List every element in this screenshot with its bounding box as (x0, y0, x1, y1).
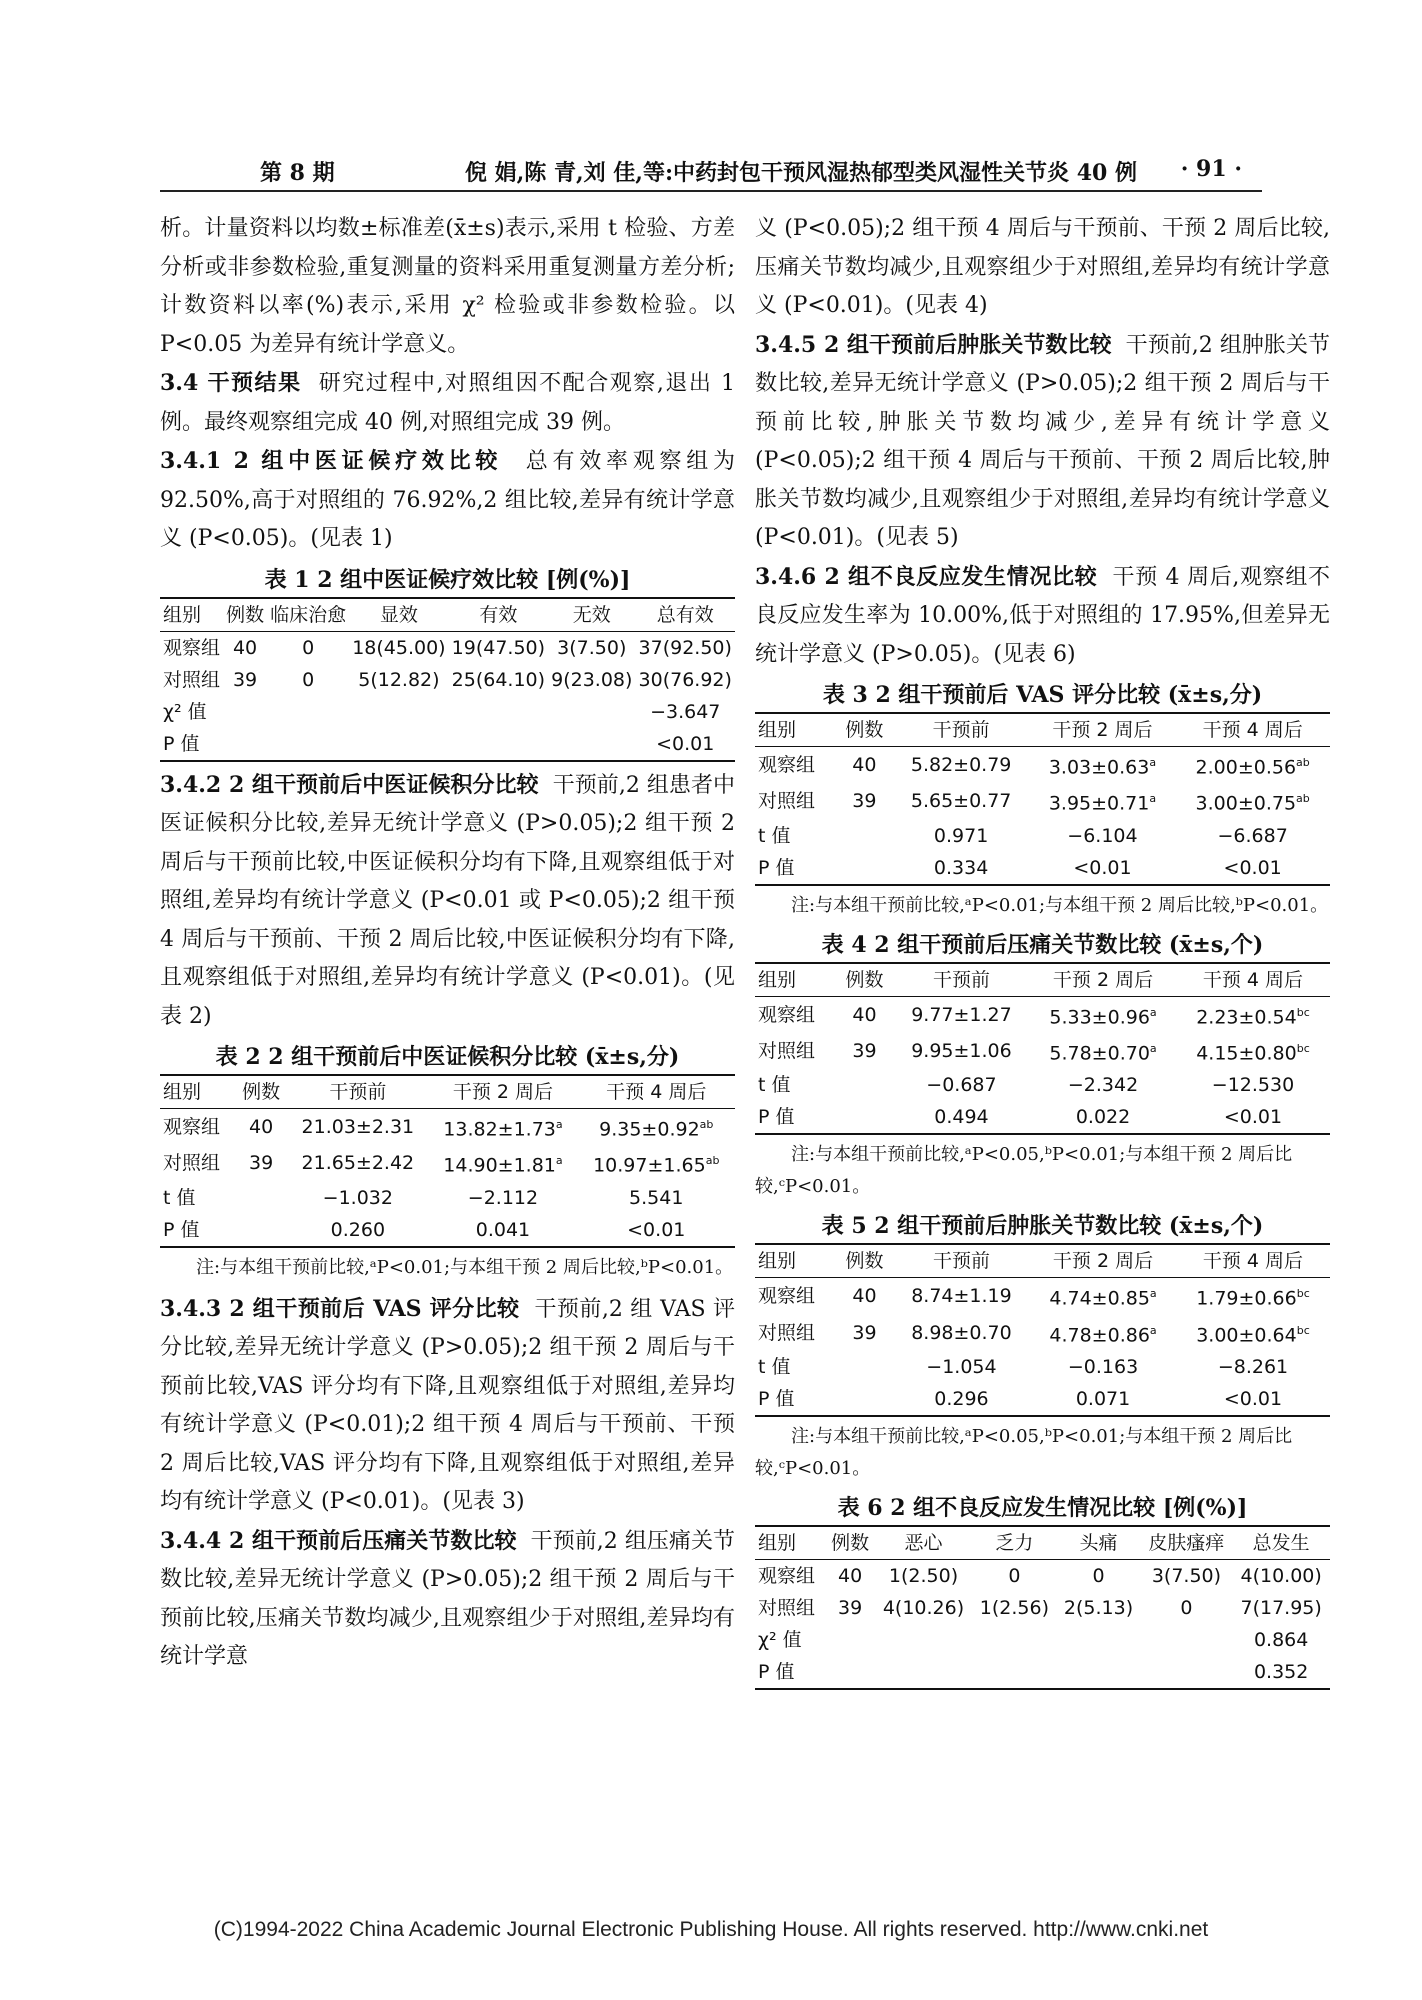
section-3-4-3-text: 干预前,2 组 VAS 评分比较,差异无统计学意义 (P>0.05);2 组干预 2 周后与干预前比较,VAS 评分均有下降,且观察组低于对照组,差异均有统计学意义 (P<0.01);2 组干预 4 周后与干预前、干预 2 周后比较,VAS 评分均有下降,且观察组低于对照组,差异均有统计学意义 (P<0.01)。(见表 3) (160, 1296, 735, 1515)
table-cell: P 值 (758, 1660, 795, 1683)
table-cell: 19(47.50) (451, 636, 546, 659)
table-cell: <0.01 (656, 732, 715, 755)
table4-header-row (755, 963, 1330, 997)
table-cell: −1.032 (322, 1186, 393, 1209)
left-column (160, 210, 735, 1677)
table-cell (1175, 783, 1330, 819)
table-cell: 0.494 (934, 1106, 989, 1129)
table5-t-row (755, 1351, 1330, 1383)
table-cell (1176, 1033, 1330, 1069)
right-column (755, 210, 1330, 1694)
table6-col-header: 恶心 (875, 1526, 973, 1560)
table-cell: 9.77±1.27 (911, 1003, 1012, 1026)
table2-col-header: 干预 2 周后 (428, 1075, 577, 1109)
table-cell: P 值 (163, 1218, 200, 1241)
table3-note: 注:与本组干预前比较,ᵃP<0.01;与本组干预 2 周后比较,ᵇP<0.01。 (791, 894, 1329, 916)
table-cell (1176, 1278, 1330, 1315)
table-cell (1176, 1315, 1330, 1351)
table-cell (1030, 996, 1176, 1033)
section-3-4-1-text: 总有效率观察组为 92.50%,高于对照组的 76.92%,2 组比较,差异有统计学意义 (P<0.05)。(见表 1) (160, 449, 735, 551)
table-cell: 0 (302, 636, 315, 659)
table-cell: 39 (852, 790, 877, 813)
table6-title: 表 6 2 组不良反应发生情况比较 [例(%)] (837, 1494, 1248, 1521)
table-cell: 1(2.56) (979, 1596, 1049, 1619)
cell-superscript: ab (705, 1154, 720, 1168)
table-cell: 0 (302, 668, 315, 691)
table-cell: 30(76.92) (638, 668, 732, 691)
table-cell: 对照组 (758, 1321, 816, 1344)
table5-col-header: 组别 (755, 1244, 836, 1278)
table1-col-header: 例数 (223, 598, 267, 632)
table3-t-row (755, 820, 1330, 852)
table4-col-header: 干预前 (893, 963, 1030, 997)
table-cell (235, 1182, 287, 1214)
table-cell: t 值 (758, 1074, 791, 1097)
table1-col-header: 临床治愈 (267, 598, 349, 632)
cell-superscript: bc (1296, 1005, 1310, 1019)
table-row (755, 1033, 1330, 1069)
cell-superscript: a (1149, 756, 1157, 769)
table-cell: 39 (852, 1321, 877, 1344)
table1-title: 表 1 2 组中医证候疗效比较 [例(%)] (264, 566, 631, 593)
table-cell: 5.82±0.79 (910, 754, 1012, 777)
table-cell: 39 (232, 668, 258, 691)
table1 (160, 597, 735, 762)
table-cell: −6.104 (1067, 824, 1138, 847)
table-cell: P 值 (758, 856, 795, 879)
cell-superscript: a (555, 1154, 563, 1168)
table2 (160, 1074, 735, 1248)
table-cell (1030, 1315, 1176, 1351)
table5-col-header: 干预前 (893, 1244, 1030, 1278)
table-cell: 9(23.08) (551, 668, 633, 691)
table-cell: 0.971 (933, 824, 989, 847)
table-cell: 39 (249, 1152, 274, 1175)
cell-value: 3.00±0.75 (1195, 792, 1297, 815)
cell-superscript: a (1149, 1287, 1157, 1301)
table-cell: χ² 值 (163, 700, 207, 723)
table4-col-header: 组别 (755, 963, 836, 997)
table-cell (1175, 747, 1330, 784)
section-3-4-6 (755, 558, 1330, 675)
table-row (755, 996, 1330, 1033)
table-cell: 40 (852, 754, 877, 777)
cell-superscript: a (1149, 1323, 1157, 1337)
table3-p-row (755, 852, 1330, 885)
section-3-4-4-heading: 3.4.4 2 组干预前后压痛关节数比较 (160, 1527, 517, 1554)
section-3-4-2-heading: 3.4.2 2 组干预前后中医证候积分比较 (160, 771, 539, 798)
cell-value: 4.78±0.86 (1049, 1323, 1150, 1346)
table-cell: 观察组 (758, 1285, 816, 1308)
table1-col-header: 无效 (548, 598, 635, 632)
table-cell (836, 1101, 893, 1134)
table4-note: 注:与本组干预前比较,ᵃP<0.05,ᵇP<0.01;与本组干预 2 周后比较,ᶜP<0.01。 (755, 1144, 1293, 1198)
table5-col-header: 干预 4 周后 (1176, 1244, 1330, 1278)
table3-title: 表 3 2 组干预前后 VAS 评分比较 (x̄±s,分) (822, 682, 1263, 708)
table-cell: 对照组 (758, 1596, 816, 1619)
cell-value: 4.15±0.80 (1196, 1042, 1297, 1065)
table-cell: P 值 (758, 1106, 795, 1129)
table-cell (578, 1145, 735, 1181)
table2-header-row (160, 1075, 735, 1109)
table-cell: 21.65±2.42 (301, 1152, 415, 1175)
cell-value: 3.95±0.71 (1048, 792, 1150, 815)
section-3-4-5 (755, 326, 1330, 558)
table6-header-row (755, 1526, 1330, 1560)
table-cell: 0.041 (475, 1218, 531, 1241)
table-cell: 7(17.95) (1240, 1596, 1322, 1619)
table-cell: P 值 (758, 1387, 795, 1410)
table-cell (836, 820, 893, 852)
table-cell (428, 1109, 577, 1146)
table-cell (235, 1214, 287, 1247)
table-cell: <0.01 (1223, 1106, 1283, 1129)
cell-value: 10.97±1.65 (593, 1154, 706, 1177)
table-row (160, 664, 735, 696)
table-cell: 21.03±2.31 (301, 1116, 415, 1139)
table-row (755, 1315, 1330, 1351)
cell-superscript: a (1149, 792, 1157, 806)
table-cell: 40 (852, 1285, 877, 1308)
table6-col-header: 例数 (825, 1526, 874, 1560)
table2-t-row (160, 1182, 735, 1214)
table-cell: 0 (1092, 1564, 1105, 1587)
cell-superscript: ab (1296, 792, 1310, 806)
copyright-footer: (C)1994-2022 China Academic Journal Electronic Publishing House. All rights reserved. http://www.cnki.net (213, 1918, 1209, 1941)
table-cell: 25(64.10) (451, 668, 546, 691)
table-row (755, 747, 1330, 784)
table3-col-header: 例数 (836, 713, 893, 747)
table4-title: 表 4 2 组干预前后压痛关节数比较 (x̄±s,个) (821, 931, 1264, 958)
table-cell (1030, 1033, 1176, 1069)
table3-col-header: 干预 2 周后 (1030, 713, 1176, 747)
table-cell: P 值 (163, 732, 200, 755)
table-row (755, 1278, 1330, 1315)
table-cell: −2.112 (467, 1186, 539, 1209)
table-cell: 4(10.00) (1240, 1564, 1322, 1587)
table-cell (578, 1109, 735, 1146)
table-cell: 3(7.50) (1151, 1564, 1222, 1587)
table4-p-row (755, 1101, 1330, 1134)
table-row (160, 1109, 735, 1146)
table1-col-header: 显效 (349, 598, 448, 632)
table-cell: t 值 (758, 824, 791, 847)
cell-superscript: a (555, 1118, 563, 1131)
table-cell: −8.261 (1217, 1355, 1289, 1378)
cell-value: 4.74±0.85 (1049, 1287, 1150, 1310)
table-cell: 8.74±1.19 (911, 1285, 1012, 1308)
table3-col-header: 组别 (755, 713, 836, 747)
table-cell: <0.01 (1223, 1387, 1283, 1410)
table-cell: <0.01 (1073, 856, 1132, 879)
paragraph-continued: 义 (P<0.05);2 组干预 4 周后与干预前、干预 2 周后比较,压痛关节数均减少,且观察组少于对照组,差异均有统计学意义 (P<0.01)。(见表 4) (755, 216, 1330, 318)
table-row (755, 783, 1330, 819)
table-cell: −6.687 (1217, 824, 1288, 847)
cell-superscript: bc (1296, 1287, 1310, 1301)
table-cell: 观察组 (163, 636, 221, 659)
table-cell: 4(10.26) (882, 1596, 965, 1619)
table-cell: −1.054 (926, 1355, 997, 1378)
cell-value: 1.79±0.66 (1196, 1287, 1297, 1310)
table-cell: 9.95±1.06 (911, 1040, 1012, 1063)
table-cell: −3.647 (650, 700, 721, 723)
table4-t-row (755, 1069, 1330, 1101)
cell-value: 5.33±0.96 (1049, 1005, 1150, 1028)
section-3-4-2 (160, 766, 735, 1037)
section-3-4-3 (160, 1290, 735, 1522)
page-header (160, 150, 1262, 192)
section-3-4-text: 研究过程中,对照组因不配合观察,退出 1 例。最终观察组完成 40 例,对照组完成 39 例。 (160, 371, 736, 435)
table2-col-header: 组别 (160, 1075, 235, 1109)
cell-superscript: ab (699, 1118, 714, 1131)
table1-chi-row (160, 696, 735, 728)
table5-header-row (755, 1244, 1330, 1278)
table-cell: 2(5.13) (1063, 1596, 1134, 1619)
section-3-4-1-heading: 3.4.1 2 组中医证候疗效比较 (160, 448, 503, 474)
table3-col-header: 干预 4 周后 (1175, 713, 1330, 747)
table-cell: 5.541 (629, 1186, 684, 1209)
section-3-4-5-heading: 3.4.5 2 组干预前后肿胀关节数比较 (755, 331, 1112, 358)
table-cell: <0.01 (1223, 856, 1282, 879)
table-cell: 对照组 (163, 668, 221, 691)
table6-col-header: 皮肤瘙痒 (1141, 1526, 1233, 1560)
table3-header-row (755, 713, 1330, 747)
table-cell (836, 852, 893, 885)
table1-header-row (160, 598, 735, 632)
running-title: 倪 娟,陈 青,刘 佳,等:中药封包干预风湿热郁型类风湿性关节炎 40 例 (464, 160, 1137, 186)
table-row (160, 631, 735, 664)
table-cell (1176, 996, 1330, 1033)
table-row (755, 1559, 1330, 1592)
table-cell: −0.687 (926, 1074, 997, 1097)
table1-p-row (160, 728, 735, 761)
cell-superscript: bc (1296, 1041, 1310, 1055)
table-cell: 对照组 (163, 1152, 221, 1175)
cell-value: 3.00±0.64 (1196, 1323, 1297, 1346)
table-cell: 观察组 (163, 1116, 221, 1139)
cell-superscript: a (1149, 1041, 1157, 1055)
table3-col-header: 干预前 (893, 713, 1030, 747)
table5 (755, 1243, 1330, 1417)
table-cell: 0.864 (1253, 1628, 1309, 1651)
cell-value: 2.23±0.54 (1196, 1005, 1297, 1028)
table-cell: −12.530 (1211, 1074, 1295, 1097)
table-cell: 0.022 (1075, 1106, 1131, 1129)
table4-col-header: 例数 (836, 963, 893, 997)
table6-col-header: 总发生 (1232, 1526, 1330, 1560)
section-3-4-heading: 3.4 干预结果 (160, 370, 302, 396)
table-cell: t 值 (163, 1186, 196, 1209)
table-cell (836, 1383, 893, 1416)
table1-col-header: 有效 (449, 598, 548, 632)
table-cell: 0 (1180, 1596, 1193, 1619)
table-cell (836, 1069, 893, 1101)
table-cell: 40 (852, 1003, 877, 1026)
section-3-4-5-text: 干预前,2 组肿胀关节数比较,差异无统计学意义 (P>0.05);2 组干预 2 周后与干预前比较,肿胀关节数均减少,差异有统计学意义 (P<0.05);2 组干预 4 周后与干预前、干预 2 周后比较,肿胀关节数均减少,且观察组少于对照组,差异均有统计学意义 (P<0.01)。(见表 5) (755, 332, 1331, 550)
table6-col-header: 乏力 (972, 1526, 1056, 1560)
section-3-4 (160, 364, 735, 442)
table-cell: 观察组 (758, 1564, 816, 1587)
cell-value: 9.35±0.92 (599, 1118, 700, 1141)
table-cell (428, 1145, 577, 1181)
cell-superscript: ab (1296, 756, 1310, 769)
table-cell: 8.98±0.70 (911, 1321, 1012, 1344)
table-cell: 39 (852, 1040, 877, 1063)
table6-chi-row (755, 1624, 1330, 1656)
table6-col-header: 头痛 (1056, 1526, 1140, 1560)
table-cell (1030, 783, 1176, 819)
cell-value: 2.00±0.56 (1195, 756, 1297, 779)
paragraph-stats-methods: 析。计量资料以均数±标准差(x̄±s)表示,采用 t 检验、方差分析或非参数检验,重复测量的资料采用重复测量方差分析;计数资料以率(%)表示,采用 χ² 检验或非参数检验。以 P<0.05 为差异有统计学意义。 (160, 216, 735, 357)
table5-col-header: 例数 (836, 1244, 893, 1278)
table6 (755, 1525, 1330, 1690)
table5-p-row (755, 1383, 1330, 1416)
table4-col-header: 干预 4 周后 (1176, 963, 1330, 997)
cell-value: 13.82±1.73 (443, 1118, 556, 1141)
page-number: · 91 · (1180, 156, 1242, 182)
table-cell: −0.163 (1067, 1355, 1139, 1378)
table-cell: 39 (837, 1596, 863, 1619)
cell-value: 14.90±1.81 (443, 1154, 556, 1177)
section-3-4-4-text: 干预前,2 组压痛关节数比较,差异无统计学意义 (P>0.05);2 组干预 2 周后与干预前比较,压痛关节数均减少,且观察组少于对照组,差异均有统计学意 (160, 1528, 736, 1670)
table5-col-header: 干预 2 周后 (1030, 1244, 1176, 1278)
table-cell: 对照组 (758, 790, 816, 813)
section-3-4-6-heading: 3.4.6 2 组不良反应发生情况比较 (755, 563, 1098, 590)
table-cell: 40 (249, 1116, 274, 1139)
table-cell: 1(2.50) (888, 1564, 959, 1587)
section-3-4-4 (160, 1522, 735, 1677)
table3 (755, 712, 1330, 886)
table5-note: 注:与本组干预前比较,ᵃP<0.05,ᵇP<0.01;与本组干预 2 周后比较,ᶜP<0.01。 (755, 1425, 1293, 1479)
table-cell (1030, 1278, 1176, 1315)
table-cell: 5.65±0.77 (910, 790, 1012, 813)
table-cell: 5(12.82) (358, 668, 440, 691)
table1-col-header: 组别 (160, 598, 223, 632)
table-cell: 3(7.50) (557, 636, 627, 659)
table-cell: 观察组 (758, 754, 816, 777)
table4-col-header: 干预 2 周后 (1030, 963, 1176, 997)
table-cell: <0.01 (627, 1218, 686, 1241)
section-3-4-6-text: 干预 4 周后,观察组不良反应发生率为 10.00%,低于对照组的 17.95%,但差异无统计学意义 (P>0.05)。(见表 6) (755, 564, 1330, 667)
table-cell: 0.260 (330, 1218, 386, 1241)
table-cell: 0.334 (933, 856, 989, 879)
table-cell (836, 1351, 893, 1383)
cell-value: 3.03±0.63 (1048, 756, 1150, 779)
section-3-4-3-heading: 3.4.3 2 组干预前后 VAS 评分比较 (160, 1295, 520, 1322)
section-3-4-1 (160, 442, 735, 559)
table2-p-row (160, 1214, 735, 1247)
table-cell: t 值 (758, 1355, 791, 1378)
table4 (755, 962, 1330, 1136)
table-cell: 37(92.50) (638, 636, 732, 659)
table-cell: −2.342 (1067, 1074, 1139, 1097)
table2-col-header: 干预前 (287, 1075, 428, 1109)
table-cell: 对照组 (758, 1040, 816, 1063)
table-cell: 40 (232, 636, 258, 659)
table5-title: 表 5 2 组干预前后肿胀关节数比较 (x̄±s,个) (821, 1213, 1264, 1240)
table-cell: χ² 值 (758, 1628, 802, 1651)
table-cell: 观察组 (758, 1003, 816, 1026)
table-cell: 0.296 (934, 1387, 989, 1410)
table-cell (1030, 747, 1176, 784)
table2-col-header: 干预 4 周后 (578, 1075, 735, 1109)
table2-note: 注:与本组干预前比较,ᵃP<0.01;与本组干预 2 周后比较,ᵇP<0.01。 (196, 1256, 734, 1278)
table2-col-header: 例数 (235, 1075, 287, 1109)
table1-col-header: 总有效 (635, 598, 735, 632)
table-row (755, 1592, 1330, 1624)
table-cell: 0.352 (1253, 1660, 1309, 1683)
table6-col-header: 组别 (755, 1526, 825, 1560)
cell-superscript: a (1149, 1005, 1157, 1019)
issue-number: 第 8 期 (260, 160, 335, 186)
cell-superscript: bc (1296, 1323, 1310, 1337)
table2-title: 表 2 2 组干预前后中医证候积分比较 (x̄±s,分) (215, 1044, 680, 1070)
table6-p-row (755, 1656, 1330, 1689)
table-cell: 40 (837, 1564, 863, 1587)
section-3-4-2-text: 干预前,2 组患者中医证候积分比较,差异无统计学意义 (P>0.05);2 组干预 2 周后与干预前比较,中医证候积分均有下降,且观察组低于对照组,差异均有统计学意义 (P<0.01 或 P<0.05);2 组干预 4 周后与干预前、干预 2 周后比较,中医证候积分均有下降,且观察组低于对照组,差异均有统计学意义 (P<0.01)。(见表 2) (160, 772, 736, 1029)
table-cell: 18(45.00) (352, 636, 446, 659)
table-cell: 0.071 (1075, 1387, 1131, 1410)
table-row (160, 1145, 735, 1181)
cell-value: 5.78±0.70 (1049, 1042, 1150, 1065)
table-cell: 0 (1008, 1564, 1021, 1587)
